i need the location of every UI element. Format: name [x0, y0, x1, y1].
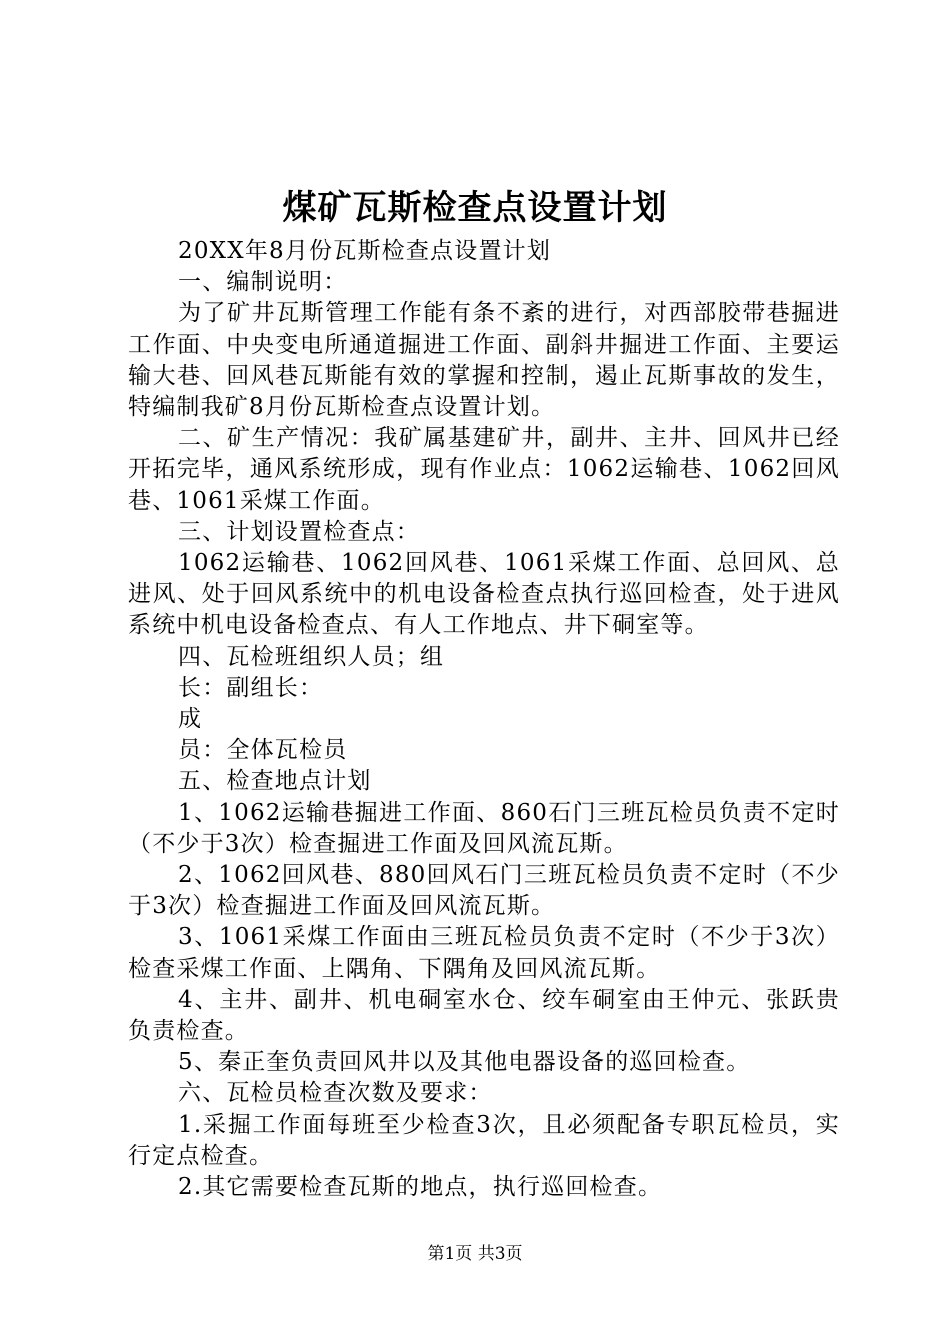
plan-subtitle: 20XX年8月份瓦斯检查点设置计划	[178, 238, 552, 264]
section-heading-1: 一、编制说明：	[178, 269, 348, 296]
requirement-item-2: 2.其它需要检查瓦斯的地点，执行巡回检查。	[178, 1174, 663, 1201]
group-leader-line: 长：副组长：	[178, 674, 324, 701]
plan-item-5: 5、秦正奎负责回风井以及其他电器设备的巡回检查。	[178, 1049, 751, 1076]
plan-item-3: 3、1061采煤工作面由三班瓦检员负责不定时（不少于3次）检查采煤工作面、上隅角、下隅角及回风流瓦斯。	[128, 924, 840, 982]
document-title: 煤矿瓦斯检查点设置计划	[282, 188, 668, 228]
section-heading-4: 四、瓦检班组织人员；组	[178, 643, 445, 670]
member-line-start: 成	[178, 706, 203, 733]
requirement-item-1: 1.采掘工作面每班至少检查3次，且必须配备专职瓦检员，实行定点检查。	[128, 1111, 840, 1169]
page-footer: 第1页 共3页	[427, 1244, 523, 1264]
plan-item-1: 1、1062运输巷掘进工作面、860石门三班瓦检员负责不定时（不少于3次）检查掘进工作面及回风流瓦斯。	[128, 799, 840, 857]
plan-item-4: 4、主井、副井、机电硐室水仓、绞车硐室由王仲元、张跃贵负责检查。	[128, 986, 840, 1045]
section-heading-5: 五、检查地点计划	[178, 768, 372, 795]
section-2-text: 二、矿生产情况：我矿属基建矿井，副井、主井、回风井已经开拓完毕，通风系统形成，现有作业点：1062运输巷、1062回风巷、1061采煤工作面。	[128, 425, 840, 514]
section-heading-3: 三、计划设置检查点：	[178, 518, 420, 545]
member-line: 员：全体瓦检员	[178, 737, 348, 764]
section-1-text: 为了矿井瓦斯管理工作能有条不紊的进行，对西部胶带巷掘进工作面、中央变电所通道掘进工作面、副斜井掘进工作面、主要运输大巷、回风巷瓦斯能有效的掌握和控制，遏止瓦斯事故的发生，特编制我矿8月份瓦斯检查点设置计划。	[128, 300, 840, 421]
section-3-text: 1062运输巷、1062回风巷、1061采煤工作面、总回风、总进风、处于回风系统中的机电设备检查点执行巡回检查，处于进风系统中机电设备检查点、有人工作地点、井下硐室等。	[128, 550, 840, 639]
plan-item-2: 2、1062回风巷、880回风石门三班瓦检员负责不定时（不少于3次）检查掘进工作面及回风流瓦斯。	[128, 862, 840, 920]
document-body	[128, 236, 840, 1203]
section-heading-6: 六、瓦检员检查次数及要求：	[178, 1080, 493, 1107]
